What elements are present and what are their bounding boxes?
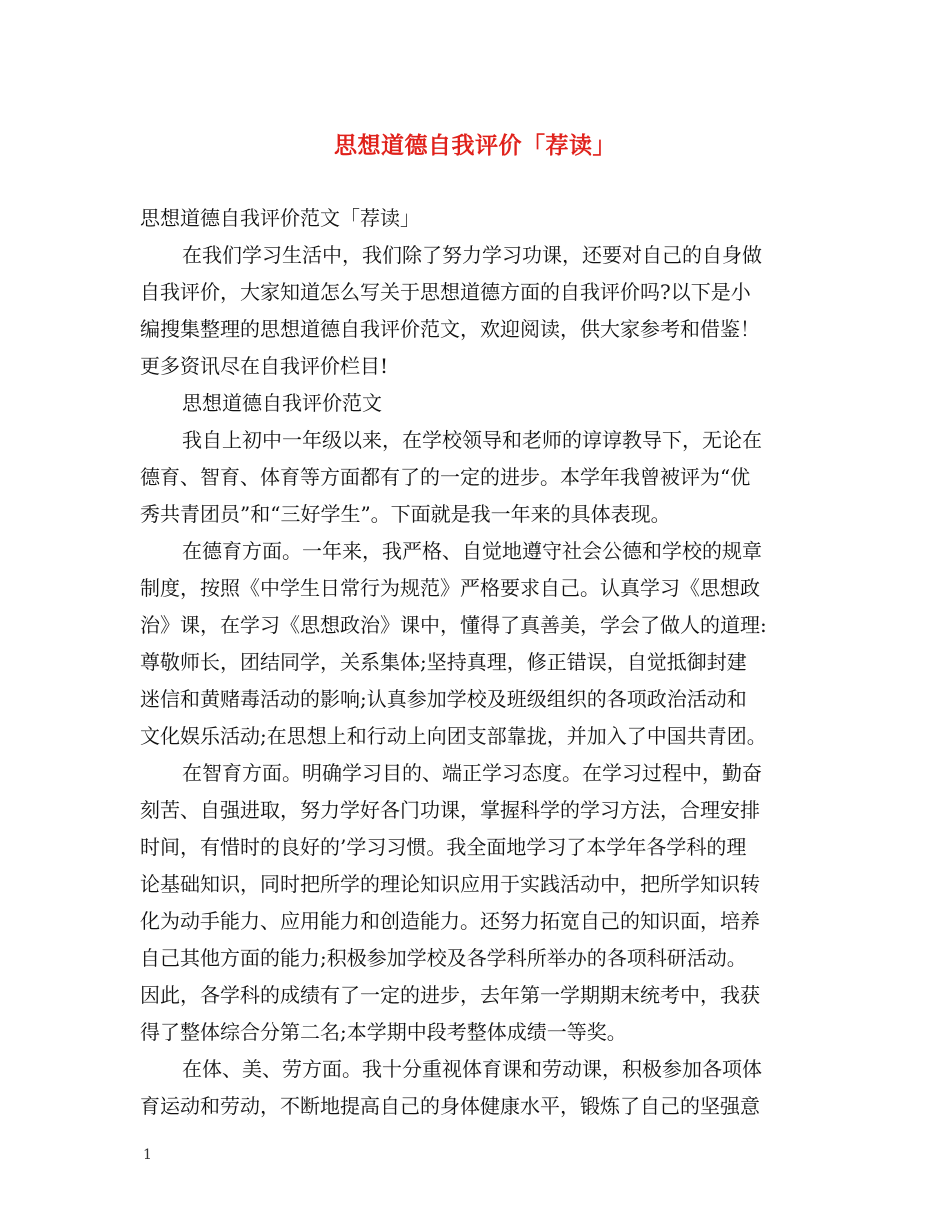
page-number: 1 — [143, 1147, 152, 1163]
body-text-line: 自己其他方面的能力;积极参加学校及各学科所举办的各项科研活动。 — [140, 946, 747, 970]
body-text-line: 论基础知识，同时把所学的理论知识应用于实践活动中，把所学知识转 — [140, 872, 760, 896]
document-title: 思想道德自我评价「荐读」 — [334, 132, 616, 159]
body-text-line: 因此，各学科的成绩有了一定的进步，去年第一学期期末统考中，我获 — [140, 983, 760, 1007]
body-text-line: 化为动手能力、应用能力和创造能力。还努力拓宽自己的知识面，培养 — [140, 909, 760, 933]
body-text-line: 思想道德自我评价范文「荐读」 — [140, 206, 420, 230]
body-text-line: 在我们学习生活中，我们除了努力学习功课，还要对自己的自身做 — [182, 243, 762, 267]
body-text-line: 编搜集整理的思想道德自我评价范文，欢迎阅读，供大家参考和借鉴！ — [140, 317, 760, 341]
body-text-line: 刻苦、自强进取，努力学好各门功课，掌握科学的学习方法，合理安排 — [140, 798, 760, 822]
body-text-line: 思想道德自我评价范文 — [182, 391, 382, 415]
body-text-line: 治》课，在学习《思想政治》课中，懂得了真善美，学会了做人的道理: — [140, 613, 767, 637]
body-text-line: 秀共青团员”和“三好学生”。下面就是我一年来的具体表现。 — [140, 502, 671, 526]
body-text-line: 在智育方面。明确学习目的、端正学习态度。在学习过程中，勤奋 — [182, 761, 762, 785]
body-text-line: 文化娱乐活动;在思想上和行动上向团支部靠拢，并加入了中国共青团。 — [140, 724, 767, 748]
body-text-line: 迷信和黄赌毒活动的影响;认真参加学校及班级组织的各项政治活动和 — [140, 687, 747, 711]
body-text-line: 在体、美、劳方面。我十分重视体育课和劳动课，积极参加各项体 — [182, 1057, 762, 1081]
body-text-line: 尊敬师长，团结同学，关系集体;坚持真理，修正错误，自觉抵御封建 — [140, 650, 747, 674]
body-text-line: 我自上初中一年级以来，在学校领导和老师的谆谆教导下，无论在 — [182, 428, 762, 452]
body-text-line: 得了整体综合分第二名;本学期中段考整体成绩一等奖。 — [140, 1020, 627, 1044]
body-text-line: 时间，有惜时的良好的’学习习惯。我全面地学习了本学年各学科的理 — [140, 835, 747, 859]
body-text-line: 育运动和劳动，不断地提高自己的身体健康水平，锻炼了自己的坚强意 — [140, 1094, 760, 1118]
body-text-line: 制度，按照《中学生日常行为规范》严格要求自己。认真学习《思想政 — [140, 576, 760, 600]
document-body — [140, 200, 812, 1125]
body-text-line: 在德育方面。一年来，我严格、自觉地遵守社会公德和学校的规章 — [182, 539, 762, 563]
body-text-line: 更多资讯尽在自我评价栏目! — [140, 354, 389, 378]
body-text-line: 德育、智育、体育等方面都有了的一定的进步。本学年我曾被评为“优 — [140, 465, 751, 489]
body-text-line: 自我评价，大家知道怎么写关于思想道德方面的自我评价吗?以下是小 — [140, 280, 751, 304]
